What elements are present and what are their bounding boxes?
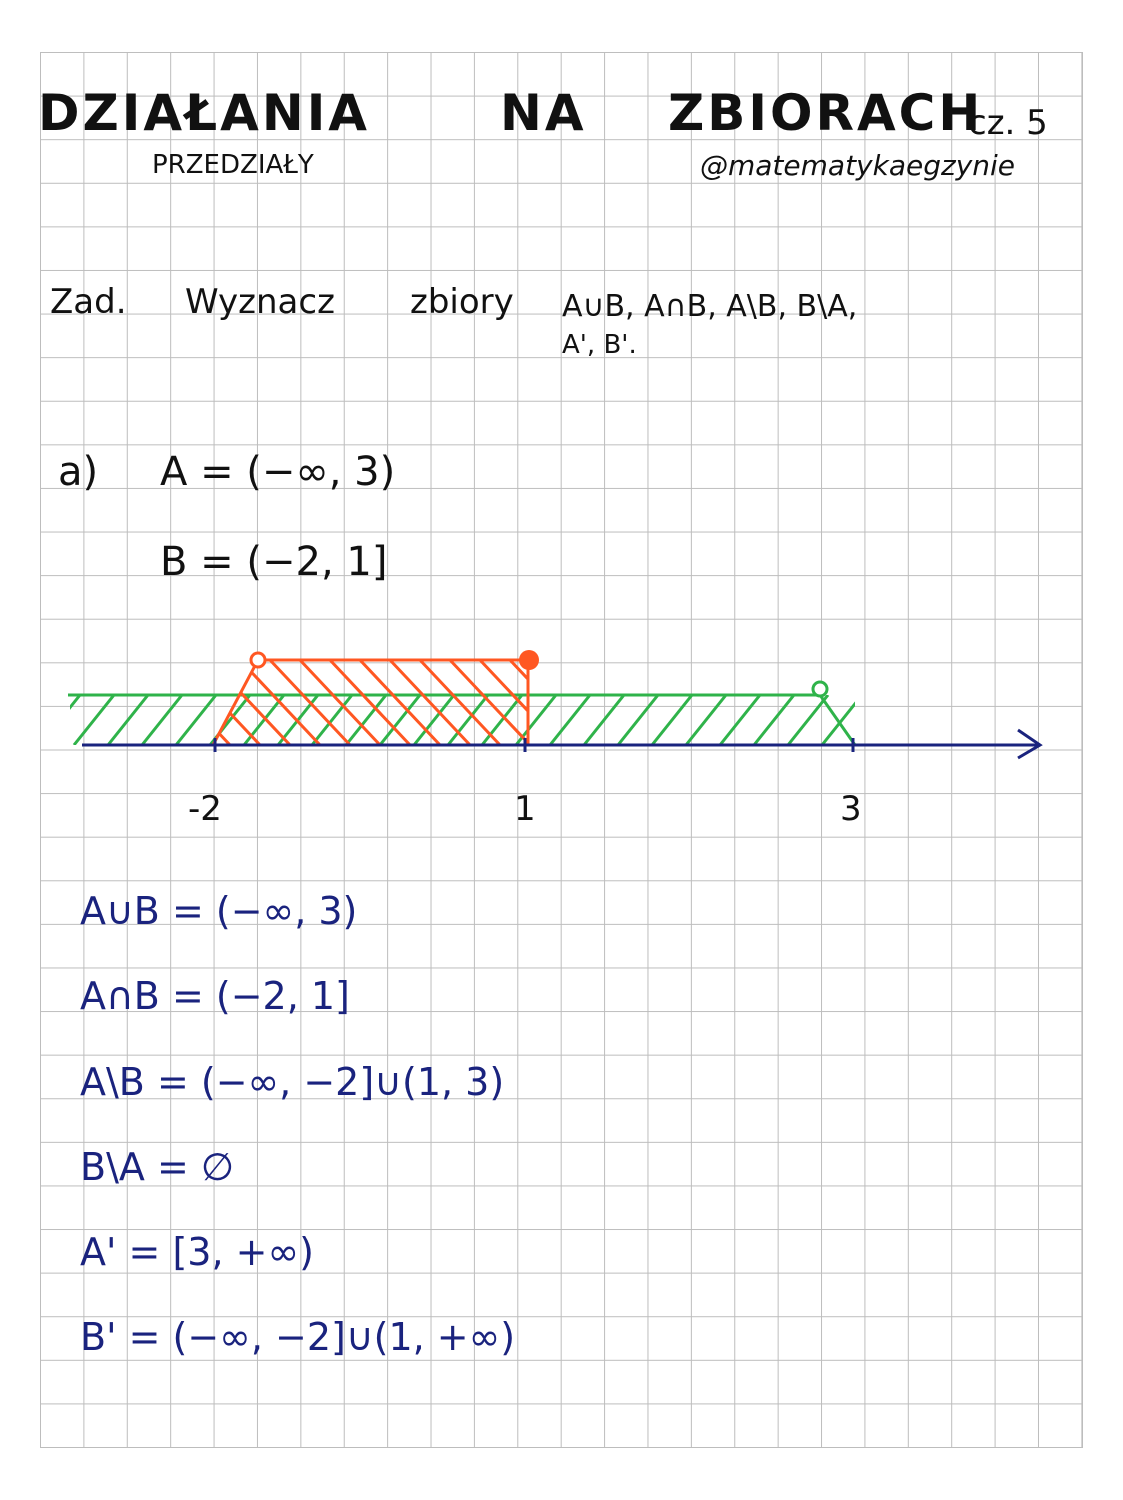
hatch-line bbox=[74, 695, 114, 745]
hatch-line bbox=[652, 695, 692, 745]
tick-label-minus-2: -2 bbox=[188, 789, 222, 829]
hatch-line bbox=[822, 695, 862, 745]
hatch-line bbox=[584, 695, 624, 745]
task-label: Zad. bbox=[50, 282, 127, 322]
answer-a-complement: A' = [3, +∞) bbox=[80, 1230, 314, 1274]
hatch-line bbox=[540, 660, 620, 745]
tick-label-3: 3 bbox=[840, 789, 862, 829]
hatch-line bbox=[40, 695, 80, 745]
set-b-closed-endpoint bbox=[519, 650, 539, 670]
part-label: cz. 5 bbox=[968, 103, 1048, 143]
hatch-line bbox=[108, 695, 148, 745]
part-a-label: a) bbox=[58, 449, 99, 495]
number-line-diagram bbox=[0, 620, 1123, 790]
hatch-line bbox=[142, 695, 182, 745]
answer-b-minus-a: B\A = ∅ bbox=[80, 1145, 234, 1189]
axis bbox=[82, 730, 1040, 758]
task-noun: zbiory bbox=[410, 282, 514, 322]
title-word-3: ZBIORACH bbox=[668, 84, 984, 142]
hatch-line bbox=[312, 695, 352, 745]
hatch-line bbox=[856, 695, 896, 745]
hatch-line bbox=[754, 695, 794, 745]
hatch-line bbox=[448, 695, 488, 745]
answer-union: A∪B = (−∞, 3) bbox=[80, 889, 358, 933]
answer-intersection: A∩B = (−2, 1] bbox=[80, 974, 350, 1018]
hatch-line bbox=[686, 695, 726, 745]
title-word-2: NA bbox=[500, 84, 587, 142]
title-word-1: DZIAŁANIA bbox=[38, 84, 371, 142]
task-sets-line1: A∪B, A∩B, A\B, B\A, bbox=[562, 289, 858, 324]
set-a-open-endpoint bbox=[813, 682, 827, 696]
set-a-definition: A = (−∞, 3) bbox=[160, 449, 396, 495]
set-a-region bbox=[40, 682, 896, 745]
answer-a-minus-b: A\B = (−∞, −2]∪(1, 3) bbox=[80, 1060, 505, 1104]
hatch-line bbox=[176, 695, 216, 745]
subtitle: PRZEDZIAŁY bbox=[152, 150, 314, 180]
task-sets-line2: A', B'. bbox=[562, 330, 637, 360]
hatch-line bbox=[550, 695, 590, 745]
tick-label-1: 1 bbox=[514, 789, 536, 829]
set-b-open-endpoint bbox=[251, 653, 265, 667]
set-b-definition: B = (−2, 1] bbox=[160, 539, 388, 585]
hatch-line bbox=[346, 695, 386, 745]
hatch-line bbox=[720, 695, 760, 745]
hatch-line bbox=[618, 695, 658, 745]
hatch-line bbox=[150, 660, 230, 745]
task-verb: Wyznacz bbox=[185, 282, 335, 322]
hatch-line bbox=[788, 695, 828, 745]
author-handle: @matematykaegzynie bbox=[700, 149, 1016, 182]
answer-b-complement: B' = (−∞, −2]∪(1, +∞) bbox=[80, 1315, 516, 1359]
